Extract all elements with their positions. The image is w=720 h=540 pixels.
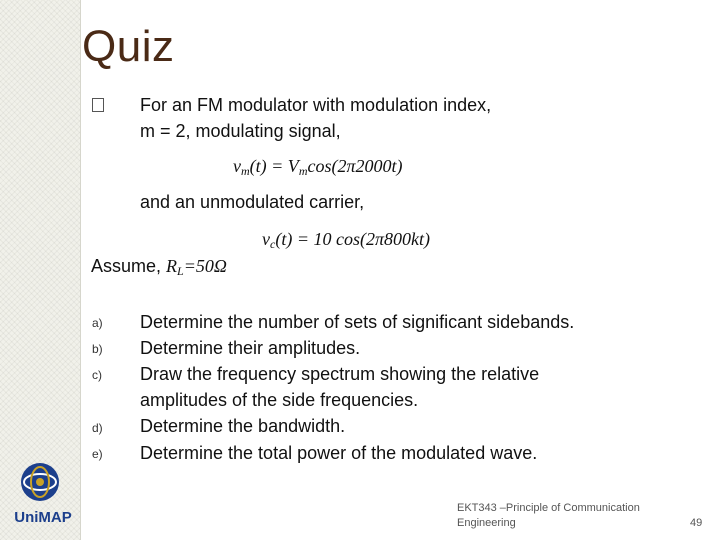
assume-line: Assume, $R_L=50\Omega$ — [91, 256, 227, 278]
question-e: Determine the total power of the modulated wave. — [140, 443, 538, 463]
list-letter-c: c) — [92, 368, 102, 382]
question-c-line-2: amplitudes of the side frequencies. — [140, 390, 419, 410]
question-d: Determine the bandwidth. — [140, 416, 346, 436]
square-bullet-icon — [92, 98, 104, 112]
list-letter-a: a) — [92, 316, 103, 330]
university-logo-icon — [10, 460, 76, 528]
page-number: 49 — [690, 517, 703, 529]
question-a: Determine the number of sets of significant sidebands. — [140, 312, 575, 332]
decorative-side-strip — [0, 0, 81, 540]
slide-title: Quiz — [82, 22, 175, 71]
modulating-signal-equation: $v_m(t) = V_m\cos(2\pi 2000t)$ — [233, 156, 403, 178]
question-b: Determine their amplitudes. — [140, 338, 361, 358]
list-letter-b: b) — [92, 342, 103, 356]
carrier-equation: $v_c(t) = 10$ cos(2π800kt) — [262, 229, 430, 251]
svg-text:UniMAP: UniMAP — [14, 509, 72, 526]
carrier-text: and an unmodulated carrier, — [140, 192, 365, 212]
intro-line-2: m = 2, modulating signal, — [140, 121, 341, 141]
intro-line-1: For an FM modulator with modulation index, — [140, 95, 492, 115]
course-footer: EKT343 –Principle of Communication Engineering — [457, 502, 640, 529]
list-letter-d: d) — [92, 421, 103, 435]
list-letter-e: e) — [92, 447, 103, 461]
question-c-line-1: Draw the frequency spectrum showing the relative — [140, 364, 540, 384]
